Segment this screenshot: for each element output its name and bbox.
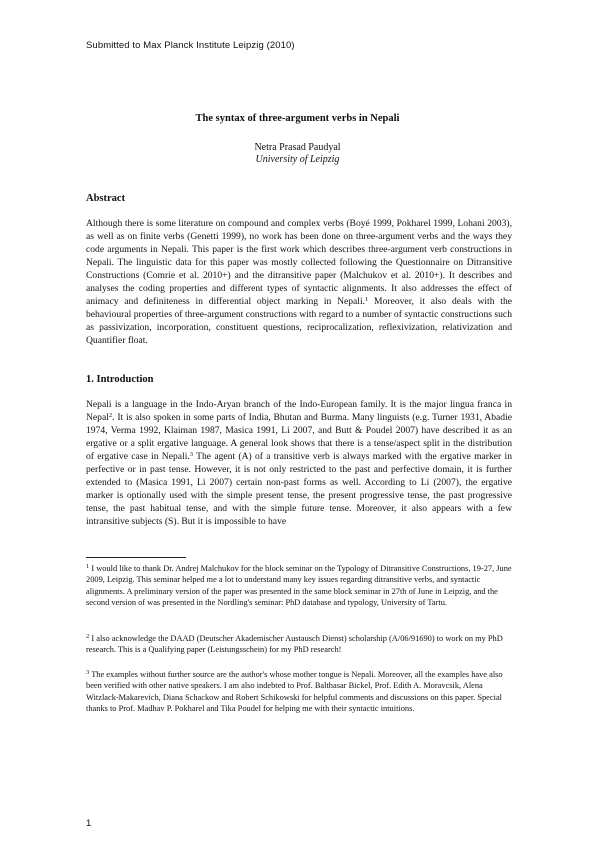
intro-text-part-2: . It is also spoken in some parts of India, Bhutan and Burma. Many linguists (e.g. Turner 1931, Abadie 1974, Verma 1992, Klaiman 1987, Masica 1991, Li 2007, and Butt & Poudel 2007) have described it as an ergative or a split ergative language. A general look shows that there is a tense/aspect split in the distribution of ergative case in Nepali. bbox=[86, 411, 512, 462]
abstract-text: Although there is some literature on compound and complex verbs (Boyé 1999, Pokharel 1999, Lohani 2003), as well as on finite verbs (Genetti 1999), no work has been done on three-argument verbs and the ways they code arguments in Nepali. This paper is the first work which describes three-argument verb constructions in Nepali. The linguistic data for this paper was mostly collected following the Questionnaire on Ditransitive Constructions (Comrie et al. 2010+) and the ditransitive paper (Malchukov et al. 2010+). It describes and analyses the coding properties and different types of syntactic alignments. It also addresses the effect of animacy and definiteness in differential object marking in Nepali. bbox=[86, 218, 512, 307]
footnote-3-mark: 3 bbox=[86, 669, 90, 676]
footnote-marker-3: 3 bbox=[189, 450, 194, 458]
intro-text-part-1: Nepali is a language in the Indo-Aryan branch of the Indo-European family. It is the major lingua franca in Nepal bbox=[86, 399, 512, 423]
footnote-separator bbox=[86, 557, 186, 558]
footnote-marker-1: 1 bbox=[365, 295, 369, 303]
introduction-paragraph bbox=[86, 399, 512, 529]
intro-text-part-3: The agent (A) of a transitive verb is always marked with the ergative marker in perfective or in past tense. However, it is not only restricted to the past and perfective domain, it is further extended to (Masica 1991, Li 2007) certain non-past forms as well. According to Li (2007), the ergative marker is optionally used with the simple present tense, the present progressive tense, the past progressive tense, the past habitual tense, and with the simple future tense. Moreover, it also appears with a few intransitive subjects (S). But it is impossible to have bbox=[86, 450, 512, 527]
abstract-heading: Abstract bbox=[86, 193, 126, 204]
footnote-1 bbox=[86, 563, 512, 609]
author-name: Netra Prasad Paudyal bbox=[254, 142, 341, 153]
introduction-heading: 1. Introduction bbox=[86, 374, 154, 385]
footnote-3 bbox=[86, 669, 512, 715]
page-number: 1 bbox=[86, 818, 92, 829]
paper-title: The syntax of three-argument verbs in Nepali bbox=[195, 113, 400, 124]
author-affiliation: University of Leipzig bbox=[255, 154, 340, 165]
submission-note: Submitted to Max Planck Institute Leipzig (2010) bbox=[86, 40, 295, 51]
footnote-2-mark: 2 bbox=[86, 633, 90, 640]
abstract-text-continued: Moreover, it also deals with the behavioural properties of three-argument constructions with regard to a number of syntactic constructions such as passivization, incorporation, constituent questions, reciprocalization, reflexivization, relativization and Quantifier float. bbox=[86, 295, 512, 346]
footnote-2-text: I also acknowledge the DAAD (Deutscher Akademischer Austausch Dienst) scholarship (A/06/91690) to work on my PhD research. This is a Qualifying paper (Leistungsschein) for my PhD research! bbox=[86, 634, 503, 655]
footnote-1-mark: 1 bbox=[86, 563, 90, 570]
footnote-1-text: I would like to thank Dr. Andrej Malchukov for the block seminar on the Typology of Ditransitive Constructions, 19-27, June 2009, Leipzig. This seminar helped me a lot to understand many key issues regarding ditransitive verbs, and syntactic alignments. A preliminary version of the paper was presented in the same block seminar in 27th of June in Leipzig, and the second version of was presented in the Nordling's seminar: PhD database and typology, University of Tartu. bbox=[86, 564, 512, 608]
footnote-marker-2: 2 bbox=[108, 411, 113, 419]
abstract-paragraph bbox=[86, 218, 512, 348]
footnote-2 bbox=[86, 633, 512, 656]
footnote-3-text: The examples without further source are the author's whose mother tongue is Nepali. Moreover, all the examples have also been verified with other native speakers. I am also indebted to Prof. Balthasar Bickel, Prof. Edith A. Moravcsik, Alena Witzlack-Makarevich, Diana Schackow and Robert Schikowski for helpful comments and discussions on this paper. Special thanks to Prof. Madhav P. Pokharel and Tika Poudel for helping me with their syntactic intuitions. bbox=[86, 670, 503, 714]
